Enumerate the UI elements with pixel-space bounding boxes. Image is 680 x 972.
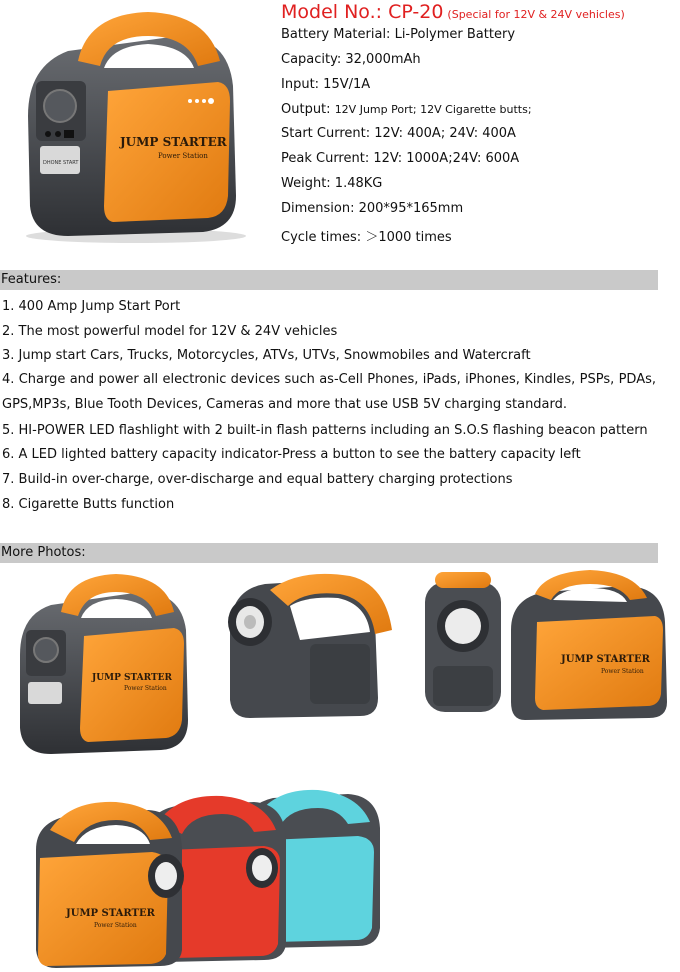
photo-color-variants <box>28 788 388 968</box>
model-number: Model No.: CP-20 <box>281 1 444 23</box>
panel-label: DHONE START <box>43 160 79 166</box>
spec-capacity: Capacity: 32,000mAh <box>281 52 421 67</box>
feature-item: 8. Cigarette Butts function <box>2 497 175 512</box>
spec-dimension: Dimension: 200*95*165mm <box>281 201 464 216</box>
features-header: Features: <box>0 270 658 290</box>
spec-output-value: 12V Jump Port; 12V Cigarette butts; <box>334 103 532 116</box>
photo1-brand-line-2: Power Station <box>124 685 167 692</box>
spec-start-current: Start Current: 12V: 400A; 24V: 400A <box>281 126 516 141</box>
photo-side-flashlight <box>210 570 400 720</box>
spec-weight: Weight: 1.48KG <box>281 176 383 191</box>
feature-item: 6. A LED lighted battery capacity indicator-Press a button to see the battery capacity left <box>2 447 581 462</box>
spec-battery-material: Battery Material: Li-Polymer Battery <box>281 27 516 42</box>
feature-item: 2. The most powerful model for 12V & 24V vehicles <box>2 324 338 339</box>
photo1-brand-line-1: JUMP STARTER <box>92 673 173 683</box>
photo4-brand-line-2: Power Station <box>94 922 137 929</box>
spec-output <box>281 102 532 117</box>
spec-cycle-times: Cycle times: ＞1000 times <box>281 230 452 245</box>
spec-peak-current: Peak Current: 12V: 1000A;24V: 600A <box>281 151 520 166</box>
photo-front-view <box>6 570 201 760</box>
photo-front-and-side <box>415 570 677 720</box>
spec-input: Input: 15V/1A <box>281 77 371 92</box>
photo3-brand-line-1: JUMP STARTER <box>561 654 650 665</box>
feature-item: 4. Charge and power all electronic devices such as-Cell Phones, iPads, iPhones, Kindles, PSPs, PDAs, GPS,MP3s, Blue Tooth Devices, Cameras and more that use USB 5V charging standard. <box>2 372 656 412</box>
main-product-image <box>8 6 258 246</box>
brand-line-2: Power Station <box>158 152 208 160</box>
model-note: (Special for 12V & 24V vehicles) <box>447 8 625 21</box>
spec-output-label: Output: <box>281 102 331 117</box>
photo3-brand-line-2: Power Station <box>601 668 644 675</box>
brand-line-1: JUMP STARTER <box>120 135 227 149</box>
feature-item: 7. Build-in over-charge, over-discharge and equal battery charging protections <box>2 472 513 487</box>
photos-header: More Photos: <box>0 543 658 563</box>
feature-item: 5. HI-POWER LED flashlight with 2 built-in flash patterns including an S.O.S flashing beacon pattern <box>2 423 648 438</box>
model-heading <box>281 1 625 23</box>
photo4-brand-line-1: JUMP STARTER <box>66 908 155 919</box>
feature-item: 1. 400 Amp Jump Start Port <box>2 299 181 314</box>
feature-item: 3. Jump start Cars, Trucks, Motorcycles, ATVs, UTVs, Snowmobiles and Watercraft <box>2 348 531 363</box>
